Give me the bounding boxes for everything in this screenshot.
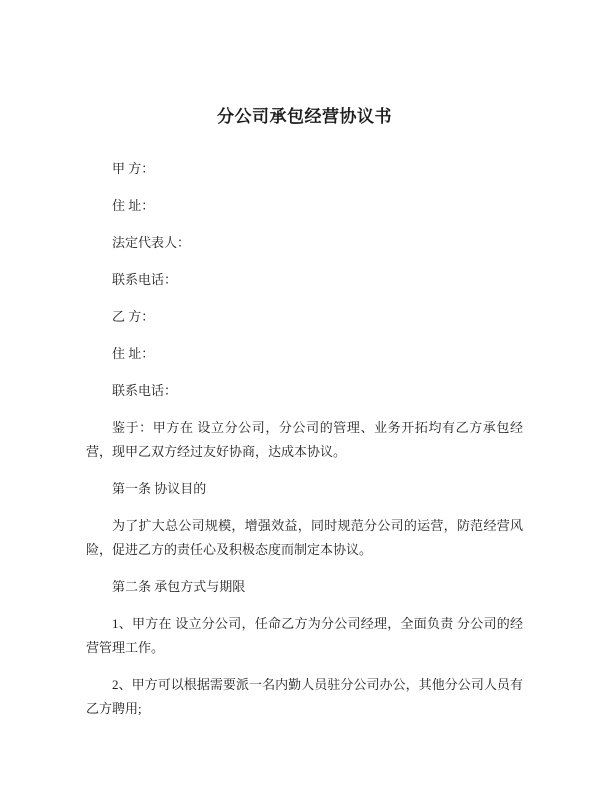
party-field-label: 住 址： — [112, 198, 155, 213]
section-heading: 第二条 承包方式与期限 — [112, 579, 246, 594]
document-title: 分公司承包经营协议书 — [217, 107, 392, 126]
party-field-label: 乙 方： — [112, 309, 155, 324]
body-paragraph: 1、甲方在 设立分公司，任命乙方为分公司经理，全面负责 分公司的经营管理工作。 — [86, 616, 523, 655]
document-body — [86, 157, 523, 721]
party-field-label: 联系电话： — [112, 383, 178, 398]
body-paragraph: 为了扩大总公司规模，增强效益，同时规范分公司的运营，防范经营风险，促进乙方的责任心及积极态度而制定本协议。 — [86, 518, 523, 557]
party-field-label: 联系电话： — [112, 272, 178, 287]
body-paragraph: 鉴于：甲方在 设立分公司，分公司的管理、业务开拓均有乙方承包经营，现甲乙双方经过友好协商，达成本协议。 — [86, 420, 523, 459]
party-field-label: 住 址： — [112, 346, 155, 361]
section-heading: 第一条 协议目的 — [112, 481, 207, 496]
party-field-label: 法定代表人： — [112, 235, 191, 250]
party-field-label: 甲 方： — [112, 161, 155, 176]
body-paragraph: 2、甲方可以根据需要派一名内勤人员驻分公司办公，其他分公司人员有乙方聘用; — [86, 677, 523, 716]
